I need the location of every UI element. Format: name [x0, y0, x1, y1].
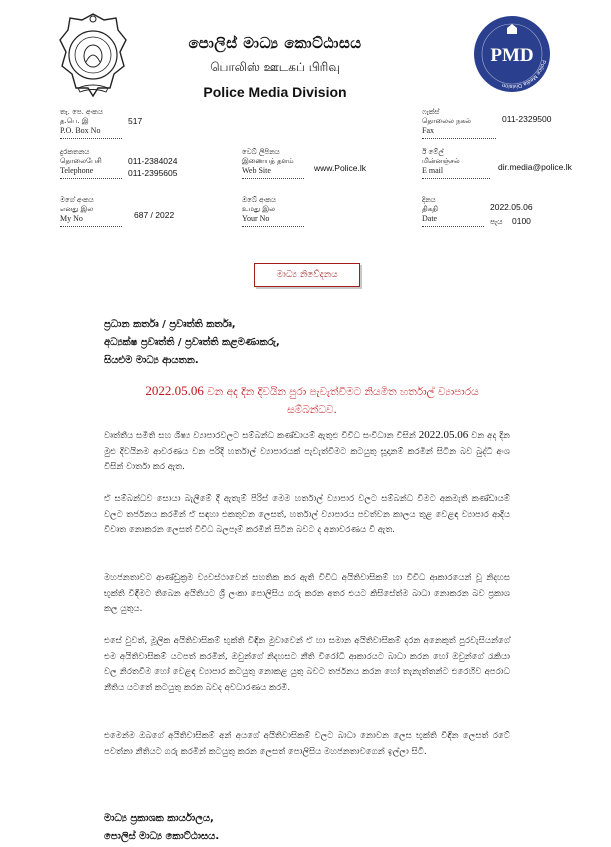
title-sinhala: පොලිස් මාධ්‍ය කොට්ඨාසය	[188, 34, 362, 52]
divider	[60, 138, 122, 139]
po-box-label: තැ. පෙ. අංකය த.பெ. இ P.O. Box No	[60, 108, 103, 135]
subject-date: 2022.05.06	[145, 383, 204, 398]
signature-line: මාධ්‍ය ප්‍රකාශක කාර්යාලය,	[104, 813, 214, 824]
signature-block	[104, 810, 219, 846]
body-paragraph: එසේ වුවත්, මූලික අයිතිවාසිකම් භුක්ති විඳින මුවාවෙන් ඒ හා සමාන අයිතිවාසිකම් දරන අනෙකුත් පුරවැසියන්ගේ එම අයිතිවාසිකම් යටපත් කරමින්, ඔවුන්ගේ නිදහසට නීති විරෝධී ආකාරයට බාධා කරන හෝ ඔවුන්ගේ රැකියා වල නිරතවීම හෝ වෙළඳ ව්‍යාපාර කටයුතු නොකළ යුතු බවට තර්ජනය කරන හෝ තැනැත්තන්ට එරෙහිව අපරාධ නීතිය යටතේ කටයුතු කරන බවද අවධාරණය කරමි.	[104, 636, 510, 693]
notice-title: මාධ්‍ය නිවේදනය	[276, 270, 338, 280]
subject-line-2: සම්බන්ධව.	[287, 404, 337, 416]
addressee-block	[104, 316, 280, 370]
title-english: Police Media Division	[203, 84, 347, 100]
divider	[422, 138, 496, 139]
your-no-label: ඔබේ අංකය உமது இல Your No	[242, 196, 276, 223]
pmd-logo-text: PMD	[490, 45, 534, 66]
telephone-value-2: 011-2395605	[128, 168, 178, 178]
divider	[422, 226, 484, 227]
pmd-logo	[472, 14, 552, 94]
fax-value: 011-2329500	[502, 114, 552, 124]
subject-heading	[112, 382, 512, 419]
divider	[242, 178, 304, 179]
email-value: dir.media@police.lk	[498, 162, 572, 172]
telephone-label: දුරකතනය தொலைபேசி Telephone	[60, 148, 102, 175]
time-label: පැය	[490, 217, 503, 226]
pmd-logo-ring-text: Police Media Division	[501, 59, 547, 90]
addressee-line: ප්‍රධාන කර්තෘ / ප්‍රවෘත්ති කර්තෘ,	[104, 319, 236, 330]
divider	[422, 178, 490, 179]
divider	[60, 226, 122, 227]
body-paragraph: එමෙන්ම ඔබගේ අයිතිවාසිකම් අන් අයගේ අයිතිවාසිකම් වලට බාධා නොවන ලෙස භුක්ති විඳින ලෙසත් රටේ පවත්නා නීතියට ගරු කරමින් කටයුතු කරන ලෙසත් පොලිසිය මහජනතාවගෙන් ඉල්ලා සිටී.	[104, 731, 510, 757]
telephone-value-1: 011-2384024	[128, 156, 178, 166]
fax-label: ෆැක්ස් தொலைல நகல் Fax	[422, 108, 471, 135]
title-tamil: பொலிஸ் ஊடகப் பிரிவு	[210, 60, 340, 74]
divider	[60, 178, 122, 179]
time-value: 0100	[512, 216, 531, 226]
email-label: ඊ මේල් மின்னஞ்சல் E mail	[422, 148, 460, 175]
website-label: වෙබ් ලිපිනය இணையத் தளம் Web Site	[242, 148, 294, 175]
subject-line-1: වන අද දින දිවයින පුරා පැවැත්වීමට නියමිත හර්තාල් ව්‍යාපාරය	[203, 386, 479, 398]
body-paragraph: වෘත්තීය සමිති සහ ශිෂ්‍ය ව්‍යාපාරවලට සම්බන්ධ කණ්ඩායම් ඇතුළු විවිධ සංවිධාන විසින් 2022.05.06 වන අද දින මුළු දිවයිනම ආවරණය වන පරිදි හර්තාල් ව්‍යාපාරයක් පැවැත්වීමට කටයුතු සූදානම් කරමින් සිටින බව බුද්ධි අංශ විසින් වාර්තා කර ඇත.	[104, 429, 510, 472]
body-paragraph: ඒ සම්බන්ධව සොයා බැලීමේ දී ඇතැම් පිරිස් මෙම හර්තාල් ව්‍යාපාර වලට සම්බන්ධ වීමට අකමැති කණ්ඩායම් වලට තර්ජනය කරමින් ඒ සඳහා එකතුවන ලෙසත්, හර්තාල් ව්‍යාපාරය පවත්වන කාලය තුළ වෙළඳ ව්‍යාපාර ආදිය විවෘත නොකරන ලෙසත් විවිධ බලපෑම් කරමින් සිටින බවට ද අනාවරණය වී ඇත.	[104, 494, 510, 535]
divider	[242, 226, 304, 227]
police-emblem-logo	[58, 12, 128, 98]
addressee-line: සියළුම මාධ්‍ය ආයතන.	[104, 355, 199, 366]
notice-title-box	[254, 263, 360, 287]
date-value: 2022.05.06	[490, 202, 533, 212]
date-label: දිනය திகதி Date	[422, 196, 438, 223]
website-value: www.Police.lk	[314, 163, 366, 173]
body-paragraph: මහජනතාවට ආණ්ඩුක්‍රම ව්‍යවස්ථාවෙන් සහතික කර ඇති විවිධ අයිතිවාසිකම් හා විවිධ ආකාරයෙන් වූ නිදහස භුක්ති විඳීමට තිබෙන අයිතියට ශ්‍රී ලංකා පොලිසිය ගරු කරන අතර එයට කිසිසේත්ම බාධා නොකරන බව ප්‍රකාශ කල යුතුය.	[104, 573, 510, 614]
signature-line: පොලිස් මාධ්‍ය කොට්ඨාසය.	[104, 831, 220, 842]
my-no-value: 687 / 2022	[134, 210, 175, 220]
addressee-line: අධ්‍යක්ෂ ප්‍රවෘත්ති / ප්‍රවෘත්ති කළමණාකරු,	[104, 337, 280, 348]
po-box-value: 517	[128, 116, 143, 126]
my-no-label: මගේ අංකය எனது இல My No	[60, 196, 94, 223]
